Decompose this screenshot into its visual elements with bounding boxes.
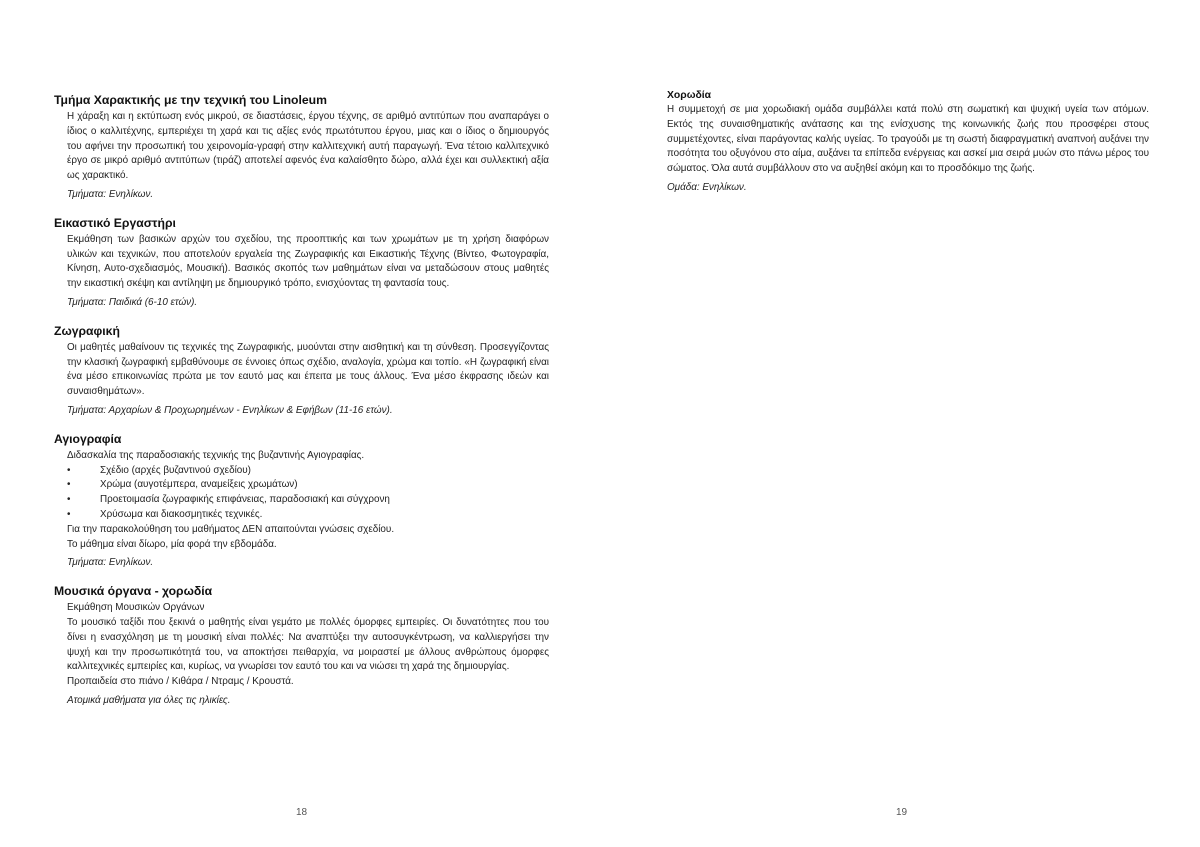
list-item (67, 478, 549, 493)
section-choir (667, 89, 1149, 196)
section-note: Ατομικά μαθήματα για όλες τις ηλικίες. (67, 694, 231, 706)
section-title: Εικαστικό Εργαστήρι (54, 215, 176, 230)
section-text: Το μουσικό ταξίδι που ξεκινά ο μαθητής είναι γεμάτο με πολλές όμορφες εμπειρίες. Οι δυνατότητες που του δίνει η ενασχόληση με τη μουσική είναι πολλές: Να αναπτύξει την αυτοσυγκέντρωση, να καλλιεργήσει την ψυχή και την προσωπικότητά του, να αποκτήσει πειθαρχία, να μοιραστεί με άλλους ανθρώπους όμορφες καλλιτεχνικές εμπειρίες και, κυρίως, να γνωρίσει τον εαυτό του και να νιώσει τη χαρά της δημιουργίας. (67, 616, 549, 673)
section-note: Ομάδα: Ενηλίκων. (667, 181, 747, 193)
section-painting (54, 324, 549, 419)
list-item-text: Χρώμα (αυγοτέμπερα, αναμείξεις χρωμάτων) (100, 479, 298, 491)
section-text: Η συμμετοχή σε μια χορωδιακή ομάδα συμβάλλει κατά πολύ στη σωματική και ψυχική υγεία των ατόμων. Εκτός της συναισθηματικής ανάτασης και της ενίσχυσης της κοινωνικής ζωής που προσφέρει στους συμμετέχοντες, είναι παράγοντας καλής υγείας. Το τραγούδι με τη σωστή διαφραγματική αναπνοή αυξάνει την ποσότητα του οξυγόνου στο αίμα, αυξάνει τα επίπεδα ενέργειας και ασκεί μια σειρά μυών στο πάνω μέρος του σώματος. Όλα αυτά συμβάλλουν στο να αυξηθεί ακόμη και το προσδόκιμο της ζωής. (667, 104, 1149, 175)
bullet-icon: • (67, 508, 71, 520)
section-title: Μουσικά όργανα - χορωδία (54, 584, 213, 599)
right-column (667, 89, 1149, 209)
section-linoleum (54, 93, 549, 203)
section-iconography (54, 432, 549, 571)
section-music (54, 584, 549, 709)
bullet-icon: • (67, 479, 71, 491)
bullet-list (67, 464, 549, 523)
section-title: Τμήμα Χαρακτικής με την τεχνική του Linoleum (54, 93, 327, 107)
section-subtitle: Εκμάθηση Μουσικών Οργάνων (67, 602, 205, 614)
section-note: Τμήματα: Αρχαρίων & Προχωρημένων - Ενηλίκων & Εφήβων (11-16 ετών). (67, 404, 393, 416)
section-note: Τμήματα: Παιδικά (6-10 ετών). (67, 296, 198, 308)
section-intro: Διδασκαλία της παραδοσιακής τεχνικής της βυζαντινής Αγιογραφίας. (67, 449, 365, 461)
list-item-text: Σχέδιο (αρχές βυζαντινού σχεδίου) (100, 464, 251, 476)
section-title: Αγιογραφία (54, 431, 122, 446)
page-number: 18 (296, 807, 308, 818)
section-line: Το μάθημα είναι δίωρο, μία φορά την εβδομάδα. (67, 538, 277, 550)
list-item (67, 464, 549, 479)
right-page (600, 0, 1200, 847)
section-line: Για την παρακολούθηση του μαθήματος ΔΕΝ απαιτούνται γνώσεις σχεδίου. (67, 523, 395, 535)
section-art-workshop (54, 216, 549, 311)
section-text: Οι μαθητές μαθαίνουν τις τεχνικές της Ζωγραφικής, μυούνται στην αισθητική και τη σύνθεση. Προσεγγίζοντας την κλασική ζωγραφική εμβαθύνουμε σε έννοιες όπως σχέδιο, αναλογία, χρώμα και τοπίο. «Η ζωγραφική είναι ένα μέσο επικοινωνίας πρώτα με τον εαυτό μας και έπειτα με τους άλλους. Ένα μέσο έκφρασης ιδεών και συναισθημάτων». (67, 341, 549, 398)
section-text: Η χάραξη και η εκτύπωση ενός μικρού, σε διαστάσεις, έργου τέχνης, σε αριθμό αντιτύπων που αναπαράγει ο ίδιος ο καλλιτέχνης, εμπεριέχει τη χαρά και τις αξίες ενός πρωτότυπου έργου, μιας και ο ίδιος ο δημιουργός του αφήνει την προσωπική του χειρονομία-γραφή στην καλλιτεχνική αυτή παραγωγή. Ένα τέτοιο καλλιτεχνικό έργο σε μικρό αριθμό αντιτύπων (τιράζ) αποτελεί αφενός ένα καλαίσθητο δώρο, αλλά έχει και συλλεκτική αξία ως χαρακτικό. (67, 111, 549, 182)
bullet-icon: • (67, 464, 71, 476)
section-title: Ζωγραφική (54, 323, 120, 338)
left-column (54, 93, 549, 722)
section-line: Προπαιδεία στο πιάνο / Κιθάρα / Ντραμς / Κρουστά. (67, 676, 294, 688)
bullet-icon: • (67, 494, 71, 506)
list-item (67, 493, 549, 508)
section-note: Τμήματα: Ενηλίκων. (67, 557, 154, 569)
list-item (67, 508, 549, 523)
section-title: Χορωδία (667, 90, 712, 101)
page-number: 19 (896, 807, 908, 818)
section-note: Τμήματα: Ενηλίκων. (67, 188, 154, 200)
section-text: Εκμάθηση των βασικών αρχών του σχεδίου, της προοπτικής και των χρωμάτων με τη χρήση διαφόρων υλικών και τεχνικών, που αποτελούν εργαλεία της Ζωγραφικής και Εικαστικής Τέχνης (Βίντεο, Φωτογραφία, Κίνηση, Αυτο-σχεδιασμός, Μουσική). Βασικός σκοπός των μαθημάτων είναι να μεταδώσουν στους μαθητές την εικαστική σκέψη και αντίληψη με δημιουργικό τρόπο, ενισχύοντας τη φαντασία τους. (67, 233, 549, 290)
list-item-text: Προετοιμασία ζωγραφικής επιφάνειας, παραδοσιακή και σύγχρονη (100, 494, 390, 506)
list-item-text: Χρύσωμα και διακοσμητικές τεχνικές. (100, 508, 263, 520)
